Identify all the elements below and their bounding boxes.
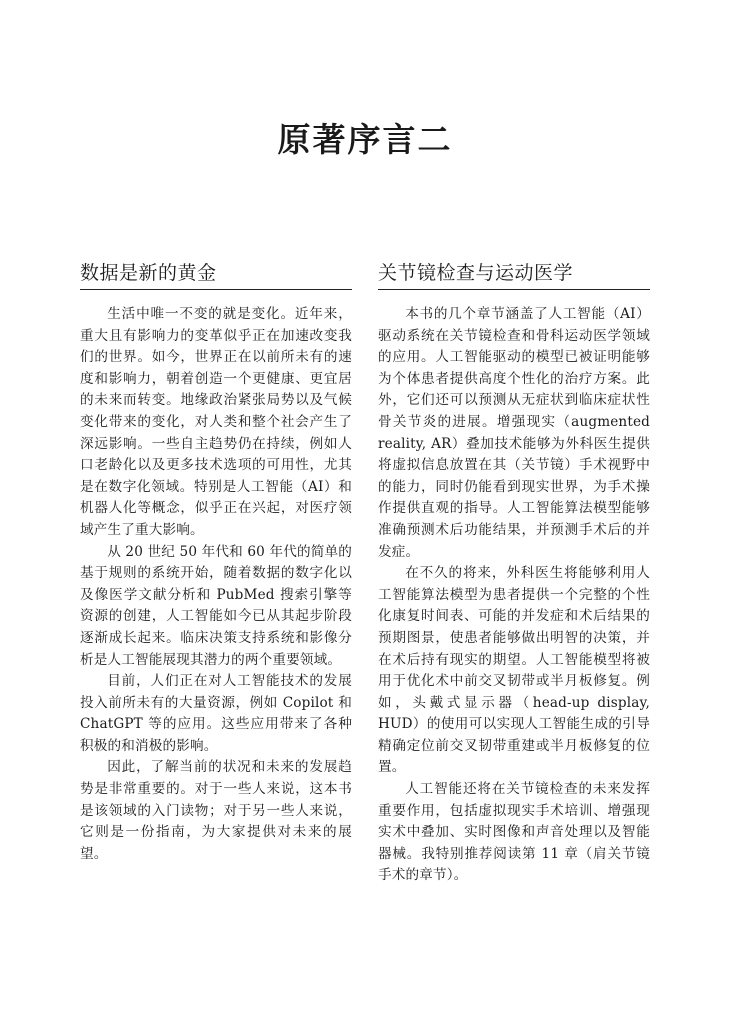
right-column (378, 258, 650, 887)
left-column (80, 258, 352, 865)
right-section-body (378, 304, 650, 887)
right-section-heading: 关节镜检查与运动医学 (378, 258, 650, 290)
left-paragraph-2: 从 20 世纪 50 年代和 60 年代的简单的基于规则的系统开始，随着数据的数字化以及像医学文献分析和 PubMed 搜索引擎等资源的创建，人工智能如今已从其起步阶段逐渐成长起来。临床决策支持系统和影像分析是人工智能展现其潜力的两个重要领域。 (80, 543, 352, 668)
left-section-heading: 数据是新的黄金 (80, 258, 352, 290)
left-section-body (80, 304, 352, 865)
right-paragraph-2: 在不久的将来，外科医生将能够利用人工智能算法模型为患者提供一个完整的个性化康复时间表、可能的并发症和术后结果的预期图景，使患者能够做出明智的决策，并在术后持有现实的期望。人工智能模型将被用于优化术中前交叉韧带或半月板修复。例如，头戴式显示器（head-up display, HUD）的使用可以实现人工智能生成的引导精确定位前交叉韧带重建或半月板修复的位置。 (378, 565, 650, 776)
page-title: 原著序言二 (277, 120, 453, 159)
left-paragraph-1: 生活中唯一不变的就是变化。近年来，重大且有影响力的变革似乎正在加速改变我们的世界。如今，世界正在以前所未有的速度和影响力，朝着创造一个更健康、更宜居的未来而转变。地缘政治紧张局势以及气候变化带来的变化，对人类和整个社会产生了深远影响。一些自主趋势仍在持续，例如人口老龄化以及更多技术选项的可用性，尤其是在数字化领域。特别是人工智能（AI）和机器人化等概念，似乎正在兴起，对医疗领域产生了重大影响。 (80, 306, 352, 538)
right-paragraph-1: 本书的几个章节涵盖了人工智能（AI）驱动系统在关节镜检查和骨科运动医学领域的应用。人工智能驱动的模型已被证明能够为个体患者提供高度个性化的治疗方案。此外，它们还可以预测从无症状到临床症状性骨关节炎的进展。增强现实（augmented reality, AR）叠加技术能够为外科医生提供将虚拟信息放置在其（关节镜）手术视野中的能力，同时仍能看到现实世界，为手术操作提供直观的指导。人工智能算法模型能够准确预测术后功能结果，并预测手术后的并发症。 (378, 306, 650, 560)
right-paragraph-3: 人工智能还将在关节镜检查的未来发挥重要作用，包括虚拟现实手术培训、增强现实术中叠加、实时图像和声音处理以及智能器械。我特别推荐阅读第 11 章（肩关节镜手术的章节）。 (378, 781, 650, 884)
left-paragraph-3: 目前，人们正在对人工智能技术的发展投入前所未有的大量资源，例如 Copilot 和 ChatGPT 等的应用。这些应用带来了各种积极的和消极的影响。 (80, 673, 352, 754)
left-paragraph-4: 因此，了解当前的状况和未来的发展趋势是非常重要的。对于一些人来说，这本书是该领域的入门读物；对于另一些人来说，它则是一份指南，为大家提供对未来的展望。 (80, 759, 352, 862)
